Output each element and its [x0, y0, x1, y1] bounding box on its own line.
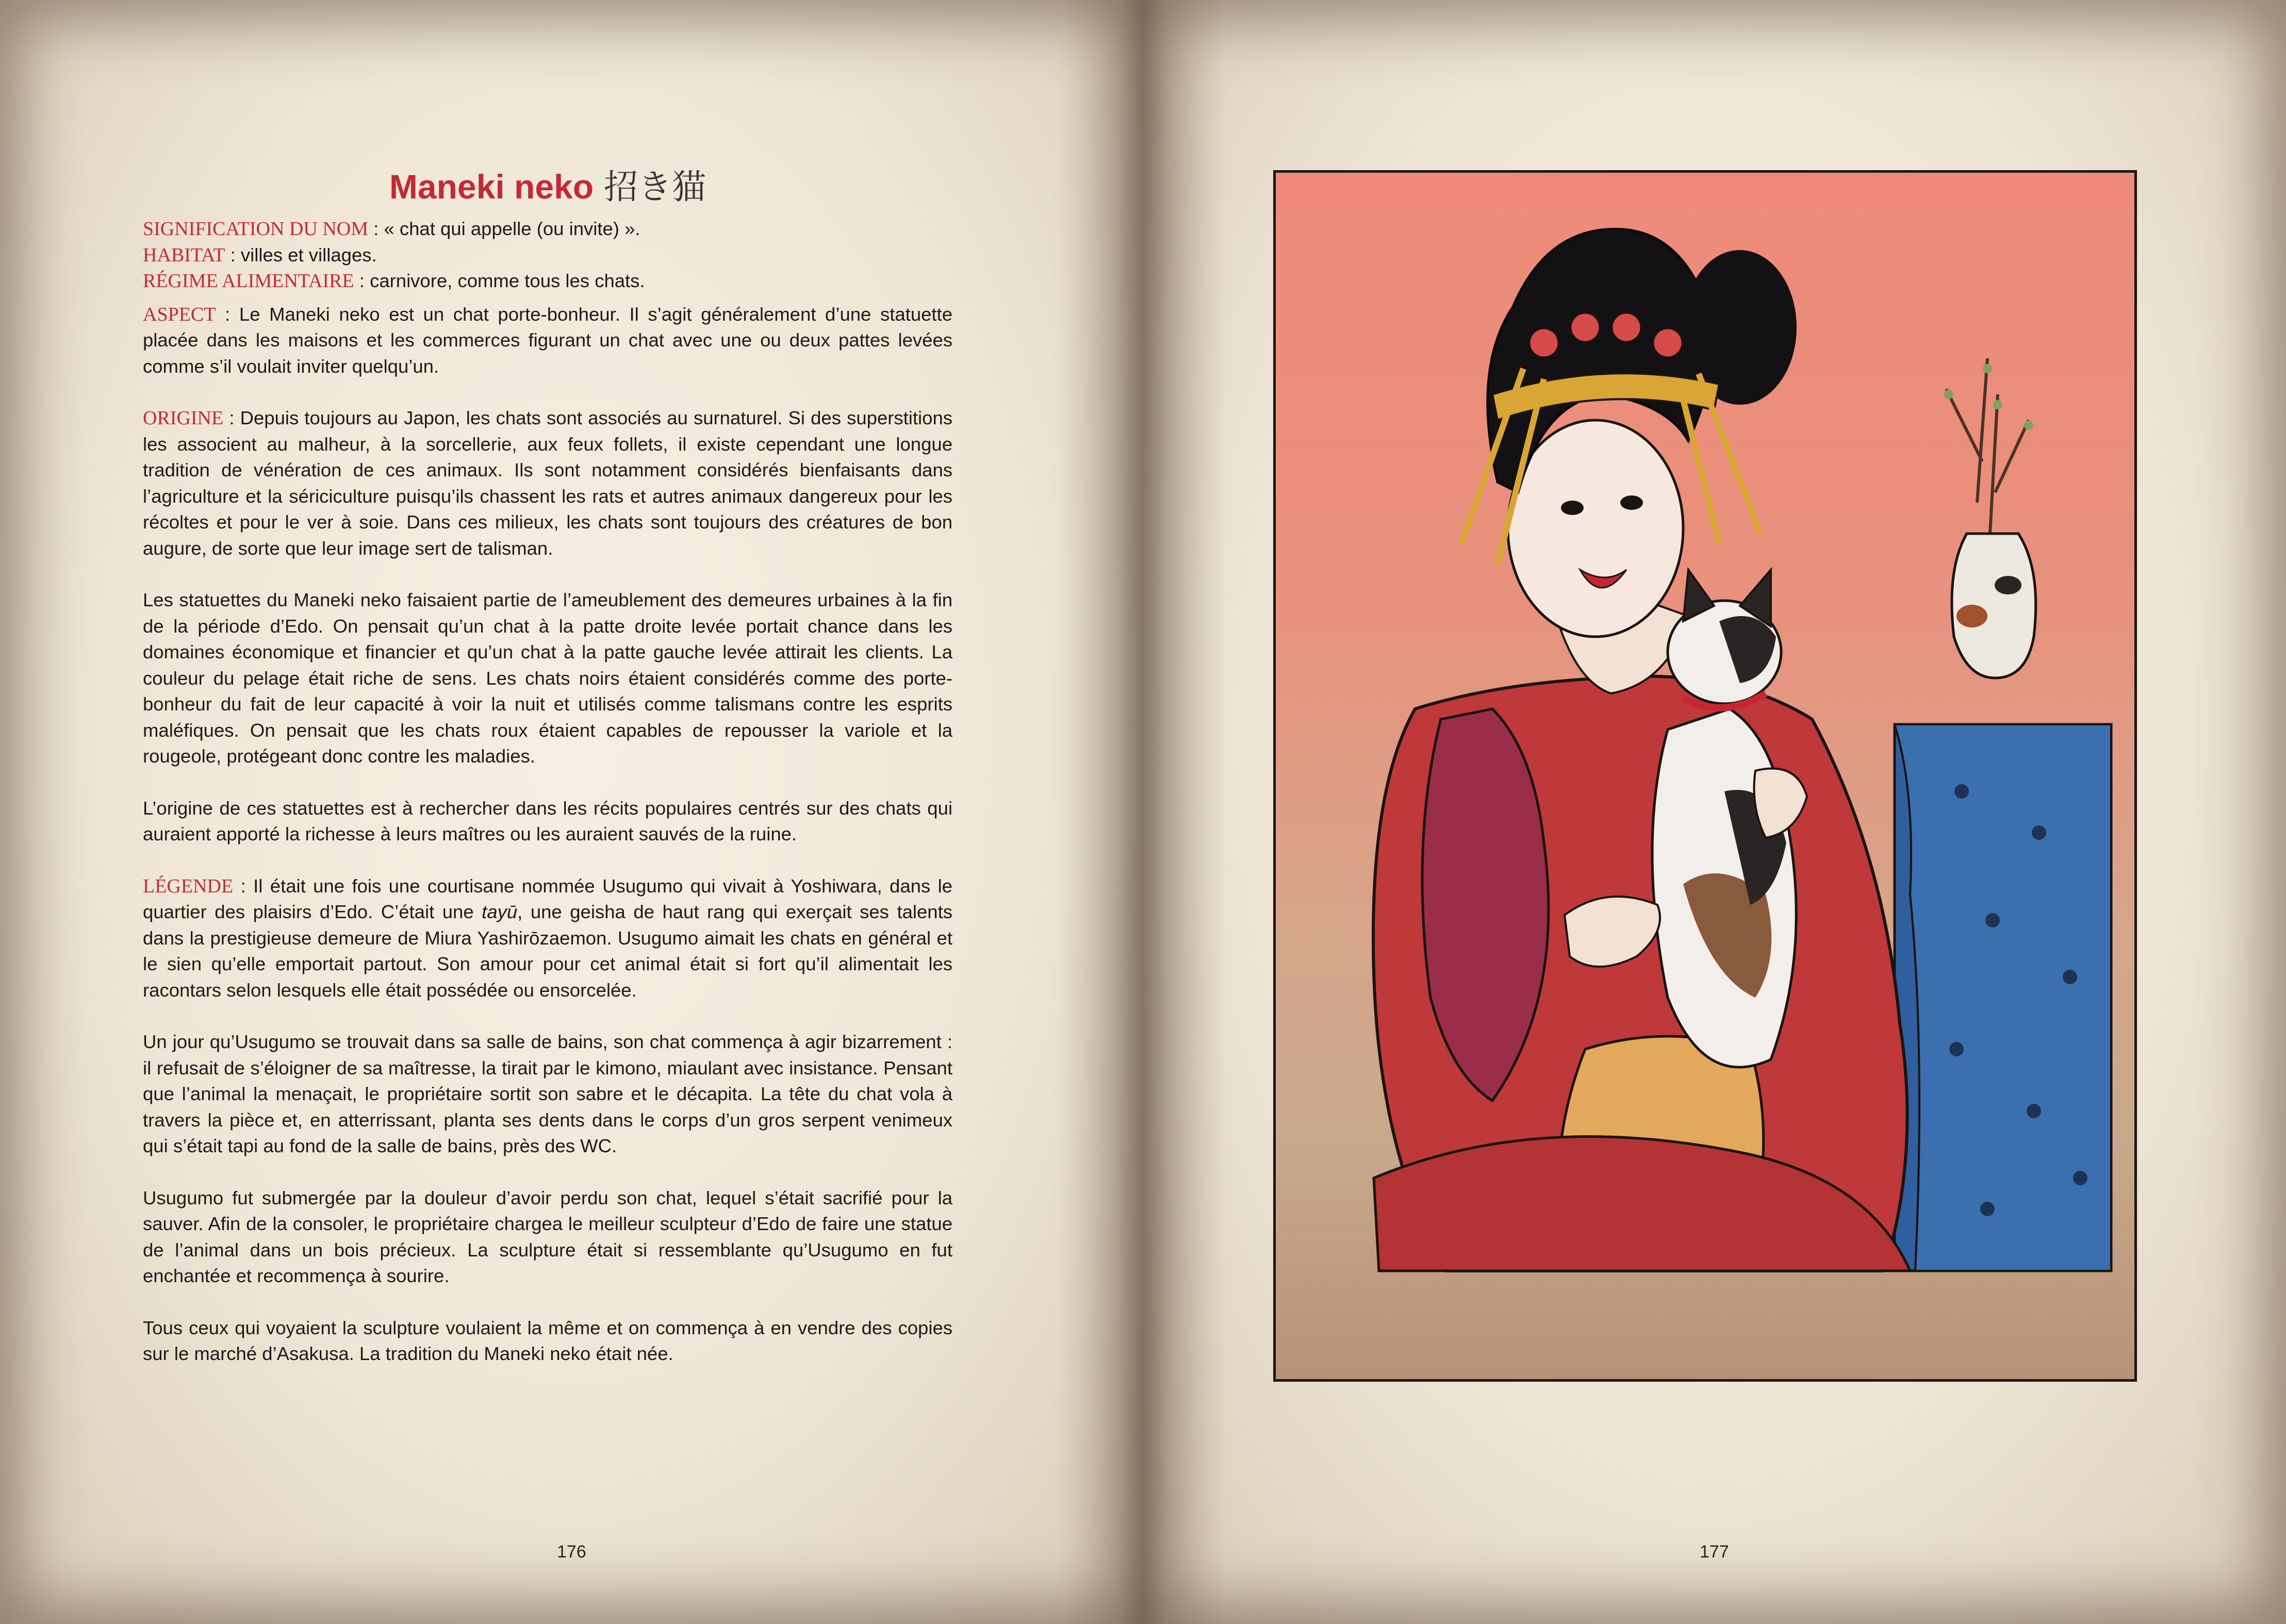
- aspect-text: : Le Maneki neko est un chat porte-bonheur. Il s’agit généralement d’une statuette placée dans les maisons et les commerces figurant un chat avec une ou deux pattes levées comme s’il voulait inviter quelqu’un.: [143, 303, 952, 377]
- douleur-paragraph: Usugumo fut submergée par la douleur d’avoir perdu son chat, lequel s’était sacrifié pour la sauver. Afin de la consoler, le propriétaire chargea le meilleur sculpteur d’Edo de faire une statue de l’animal dans un bois précieux. La sculpture était si ressemblante qu’Usugumo en fut enchantée et recommença à sourire.: [143, 1187, 952, 1286]
- legende-italic-term: tayū: [482, 901, 518, 922]
- legende-text: , une geisha de haut rang qui exerçait ses talents dans la prestigieuse demeure de Miura Yashirōzaemon. Usugumo aimait les chats en général et le sien qu’elle emportait partout. Son amour pour cet animal était si fort qu’il alimentait les racontars selon lesquels elle était possédée ou ensorcelée.: [143, 901, 952, 1001]
- geisha-cat-illustration: [1276, 173, 2134, 1379]
- meta-value: : villes et villages.: [225, 244, 377, 266]
- fin-paragraph: Tous ceux qui voyaient la sculpture voulaient la même et on commença à en vendre des copies sur le marché d’Asakusa. La tradition du Maneki neko était née.: [143, 1317, 952, 1364]
- page-title: [143, 165, 952, 209]
- title-latin: Maneki neko: [389, 168, 594, 206]
- article-text: [143, 165, 952, 1393]
- origine-label: ORIGINE: [143, 407, 224, 429]
- right-page: [1143, 0, 2286, 1624]
- legende-label: LÉGENDE: [143, 875, 234, 897]
- aspect-paragraph: [143, 302, 952, 380]
- origine-text: : Depuis toujours au Japon, les chats sont associés au surnaturel. Si des superstitions les associent au malheur, à la sorcellerie, aux feux follets, il existe cependant une longue tradition de vénération de ces animaux. Ils sont notamment considérés bienfaisants dans l’agriculture et la sériciculture puisqu’ils chassent les rats et autres animaux dangereux pour les récoltes et pour le ver à soie. Dans ces milieux, les chats sont toujours des créatures de bon augure, de sorte que leur image sert de talisman.: [143, 407, 952, 559]
- pedestal-icon: [1895, 724, 2111, 1271]
- legende-text: : Il était une fois une courtisane nommée Usugumo qui vivait à Yoshiwara, dans le quartier des plaisirs d’Edo. C’était une: [143, 875, 952, 922]
- aspect-label: ASPECT: [143, 303, 216, 325]
- vase-icon: [1944, 358, 2036, 678]
- meta-label: RÉGIME ALIMENTAIRE: [143, 270, 354, 292]
- page-number-right: 177: [1700, 1542, 1729, 1562]
- meta-value: : carnivore, comme tous les chats.: [354, 270, 645, 291]
- meta-value: : « chat qui appelle (ou invite) ».: [368, 218, 640, 239]
- origine2-paragraph: L’origine de ces statuettes est à rechercher dans les récits populaires centrés sur des chats qui auraient apporté la richesse à leurs maîtres ou les auraient sauvés de la ruine.: [143, 797, 952, 844]
- gutter-shadow: [1060, 0, 1143, 1624]
- title-japanese: 招き猫: [604, 167, 706, 207]
- meta-diet: [143, 268, 952, 294]
- origine-paragraph: [143, 405, 952, 561]
- gutter-shadow: [1143, 0, 1225, 1624]
- legende-paragraph: [143, 873, 952, 1004]
- illustration-frame: [1273, 170, 2137, 1382]
- meta-label: HABITAT: [143, 244, 225, 266]
- page-number-left: 176: [557, 1542, 586, 1562]
- statuettes-paragraph: Les statuettes du Maneki neko faisaient partie de l’ameublement des demeures urbaines à la fin de la période d’Edo. On pensait qu’un chat à la patte droite levée portait chance dans les domaines économique et financier et qu’un chat à la patte gauche levée attirait les clients. La couleur du pelage était riche de sens. Les chats noirs étaient considérés comme des porte-bonheur du fait de leur capacité à voir la nuit et utilisés comme talismans contre les esprits maléfiques. On pensait que les chats roux étaient capables de repousser la variole et la rougeole, protégeant donc contre les maladies.: [143, 589, 952, 767]
- meta-label: SIGNIFICATION DU NOM: [143, 218, 368, 240]
- meta-habitat: [143, 242, 952, 269]
- meta-name: [143, 216, 952, 242]
- bains-paragraph: Un jour qu’Usugumo se trouvait dans sa salle de bains, son chat commença à agir bizarrement : il refusait de s’éloigner de sa maîtresse, la tirait par le kimono, miaulant avec insistance. Pensant que l’animal la menaçait, le propriétaire sortit son sabre et le décapita. La tête du chat vola à travers la pièce et, en atterrissant, planta ses dents dans le corps d’un gros serpent venimeux qui s’était tapi au fond de la salle de bains, près des WC.: [143, 1031, 952, 1156]
- geisha-figure: [1373, 229, 1910, 1271]
